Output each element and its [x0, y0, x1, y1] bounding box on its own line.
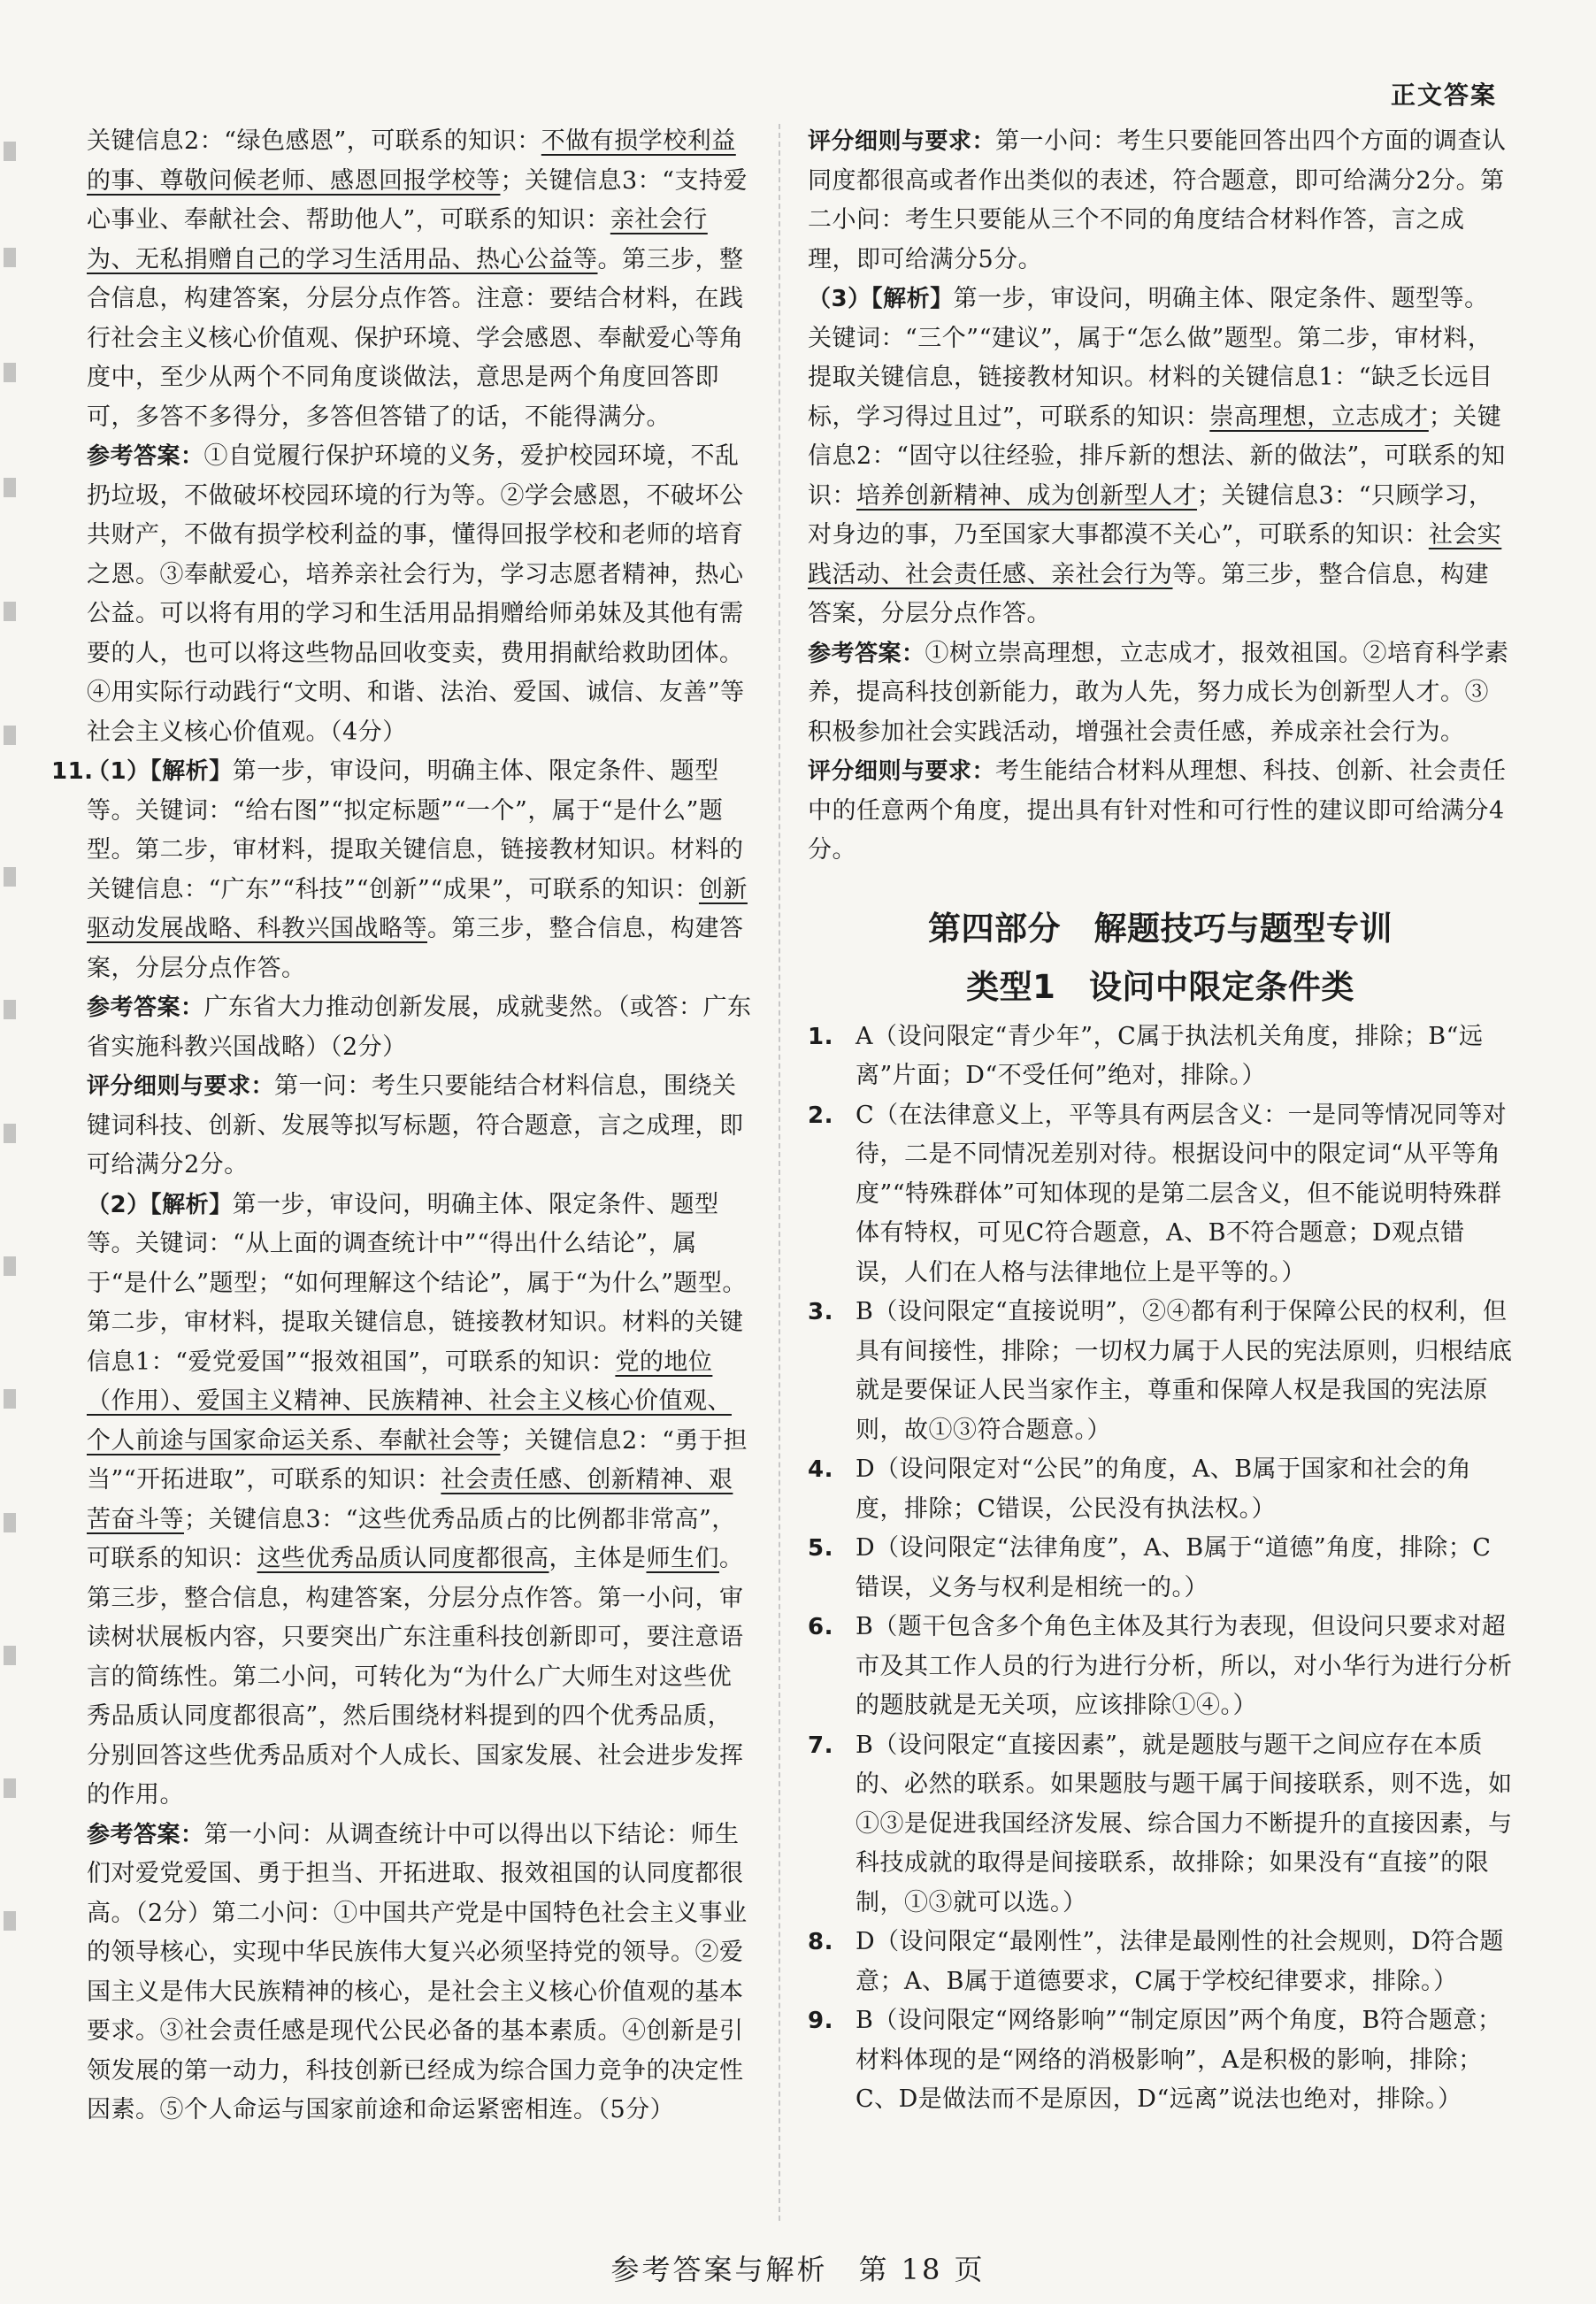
answer-item: 6. B（题干包含多个角色主体及其行为表现，但设问只要求对超市及其工作人员的行为进行分析，所以，对小华行为进行分析的题肢就是无关项，应该排除①④。） — [808, 1608, 1513, 1726]
answer-number: 2. — [808, 1102, 833, 1129]
q10-analysis-continued: 关键信息2：“绿色感恩”，可联系的知识：不做有损学校利益的事、尊敬问候老师、感恩回报学校等；关键信息3：“支持爱心事业、奉献社会、帮助他人”，可联系的知识：亲社会行为、无私捐赠自己的学习生活用品、热心公益等。第三步，整合信息，构建答案，分层分点作答。注意：要结合材料，在践行社会主义核心价值观、保护环境、学会感恩、奉献爱心等角度中，至少从两个不同角度谈做法，意思是两个角度回答即可，多答不多得分，多答但答错了的话，不能得满分。 — [87, 127, 748, 431]
answer-item: 7. B（设问限定“直接因素”，就是题肢与题干之间应存在本质的、必然的联系。如果题肢与题干属于间接联系，则不选，如①③是促进我国经济发展、综合国力不断提升的直接因素，与科技成就的取得是间接联系，故排除；如果没有“直接”的限制，①③就可以选。） — [808, 1726, 1513, 1924]
q11-part1-reference-answer: 参考答案：广东省大力推动创新发展，成就斐然。（或答：广东省实施科教兴国战略）（2分） — [87, 994, 752, 1061]
answer-item: 3. B（设问限定“直接说明”，②④都有利于保障公民的权利，但具有间接性，排除；一切权力属于人民的宪法原则，归根结底就是要保证人民当家作主，尊重和保障人权是我国的宪法原则，故①③符合题意。） — [808, 1293, 1513, 1450]
answer-number: 8. — [808, 1929, 833, 1955]
q11-part2-scoring-rules: 评分细则与要求：第一小问：考生只要能回答出四个方面的调查认同度都很高或者作出类似的表述，符合题意，即可给满分2分。第二小问：考生只要能从三个不同的角度结合材料作答，言之成理，即可给满分5分。 — [808, 127, 1507, 273]
page-edge-scan-artifact — [0, 106, 23, 2230]
page-footer: 参考答案与解析 第 18 页 — [610, 2253, 986, 2286]
answer-number: 1. — [808, 1023, 833, 1050]
answer-item: 1. A（设问限定“青少年”，C属于执法机关角度，排除；B“远离”片面；D“不受任何”绝对，排除。） — [808, 1018, 1513, 1096]
section-title: 第四部分 解题技巧与题型专训 — [928, 909, 1393, 948]
type-title: 类型1 设问中限定条件类 — [966, 967, 1354, 1006]
q11-part3-reference-answer: 参考答案：①树立崇高理想，立志成才，报效祖国。②培育科学素养，提高科技创新能力，敢为人先，努力成长为创新型人才。③积极参加社会实践活动，增强社会责任感，养成亲社会行为。 — [808, 639, 1509, 746]
q11-part3-scoring-rules: 评分细则与要求：考生能结合材料从理想、科技、创新、社会责任中的任意两个角度，提出具有针对性和可行性的建议即可给满分4分。 — [808, 757, 1507, 864]
q11-part1-scoring-rules: 评分细则与要求：第一问：考生只要能结合材料信息，围绕关键词科技、创新、发展等拟写标题，符合题意，言之成理，即可给满分2分。 — [87, 1072, 744, 1179]
answer-item: 8. D（设问限定“最刚性”，法律是最刚性的社会规则，D符合题意；A、B属于道德要求，C属于学校纪律要求，排除。） — [808, 1923, 1513, 2001]
answer-number: 3. — [808, 1299, 833, 1325]
answer-number: 5. — [808, 1535, 833, 1562]
q10-reference-answer: 参考答案：①自觉履行保护环境的义务，爱护校园环境，不乱扔垃圾，不做破坏校园环境的行为等。②学会感恩，不破坏公共财产，不做有损学校利益的事，懂得回报学校和老师的培育之恩。③奉献爱心，培养亲社会行为，学习志愿者精神，热心公益。可以将有用的学习和生活用品捐赠给师弟妹及其他有需要的人，也可以将这些物品回收变卖，费用捐献给救助团体。④用实际行动践行“文明、和谐、法治、爱国、诚信、友善”等社会主义核心价值观。（4分） — [87, 442, 745, 746]
answer-number: 4. — [808, 1456, 833, 1483]
q11-part2-analysis: （2）【解析】第一步，审设问，明确主体、限定条件、题型等。关键词：“从上面的调查统计中”“得出什么结论”，属于“是什么”题型；“如何理解这个结论”，属于“为什么”题型。第二步，审材料，提取关键信息，链接教材知识。材料的关键信息1：“爱党爱国”“报效祖国”，可联系的知识：党的地位（作用）、爱国主义精神、民族精神、社会主义核心价值观、个人前途与国家命运关系、奉献社会等；关键信息2：“勇于担当”“开拓进取”，可联系的知识：社会责任感、创新精神、艰苦奋斗等；关键信息3：“这些优秀品质占的比例都非常高”，可联系的知识：这些优秀品质认同度都很高，主体是师生们。第三步，整合信息，构建答案，分层分点作答。第一小问，审读树状展板内容，只要突出广东注重科技创新即可，要注意语言的简练性。第二小问，可转化为“为什么广大师生对这些优秀品质认同度都很高”，然后围绕材料提到的四个优秀品质，分别回答这些优秀品质对个人成长、国家发展、社会进步发挥的作用。 — [87, 1190, 748, 1809]
header-label: 正文答案 — [1390, 81, 1497, 110]
answer-item: 5. D（设问限定“法律角度”，A、B属于“道德”角度，排除；C错误，义务与权利是相统一的。） — [808, 1529, 1513, 1608]
answer-number: 6. — [808, 1614, 833, 1640]
question-number: 11. — [51, 758, 94, 785]
q11-part1-analysis: 11. （1）【解析】第一步，审设问，明确主体、限定条件、题型等。关键词：“给右图”“拟定标题”“一个”，属于“是什么”题型。第二步，审材料，提取关键信息，链接教材知识。材料的关键信息：“广东”“科技”“创新”“成果”，可联系的知识：创新驱动发展战略、科教兴国战略等。第三步，整合信息，构建答案，分层分点作答。 — [51, 752, 755, 988]
answer-item: 2. C（在法律意义上，平等具有两层含义：一是同等情况同等对待，二是不同情况差别对待。根据设问中的限定词“从平等角度”“特殊群体”可知体现的是第二层含义，但不能说明特殊群体有特权，可见C符合题意，A、B不符合题意；D观点错误，人们在人格与法律地位上是平等的。） — [808, 1096, 1513, 1294]
column-divider — [779, 124, 780, 2221]
answer-item: 4. D（设问限定对“公民”的角度，A、B属于国家和社会的角度，排除；C错误，公民没有执法权。） — [808, 1450, 1513, 1529]
answer-item: 9. B（设问限定“网络影响”“制定原因”两个角度，B符合题意；材料体现的是“网络的消极影响”，A是积极的影响，排除；C、D是做法而不是原因，D“远离”说法也绝对，排除。） — [808, 2001, 1513, 2120]
left-column — [51, 122, 755, 2131]
answer-number: 9. — [808, 2008, 833, 2034]
q11-part2-reference-answer: 参考答案：第一小问：从调查统计中可以得出以下结论：师生们对爱党爱国、勇于担当、开拓进取、报效祖国的认同度都很高。（2分）第二小问：①中国共产党是中国特色社会主义事业的领导核心，实现中华民族伟大复兴必须坚持党的领导。②爱国主义是伟大民族精神的核心，是社会主义核心价值观的基本要求。③社会责任感是现代公民必备的基本素质。④创新是引领发展的第一动力，科技创新已经成为综合国力竞争的决定性因素。⑤个人命运与国家前途和命运紧密相连。（5分） — [87, 1820, 748, 2124]
q11-part3-analysis: （3）【解析】第一步，审设问，明确主体、限定条件、题型等。关键词：“三个”“建议”，属于“怎么做”题型。第二步，审材料，提取关键信息，链接教材知识。材料的关键信息1：“缺乏长远目标，学习得过且过”，可联系的知识：崇高理想，立志成才；关键信息2：“固守以往经验，排斥新的想法、新的做法”，可联系的知识：培养创新精神、成为创新型人才；关键信息3：“只顾学习，对身边的事，乃至国家大事都漠不关心”，可联系的知识：社会实践活动、社会责任感、亲社会行为等。第三步，整合信息，构建答案，分层分点作答。 — [808, 285, 1506, 627]
answer-number: 7. — [808, 1732, 833, 1759]
right-column — [808, 122, 1513, 2120]
